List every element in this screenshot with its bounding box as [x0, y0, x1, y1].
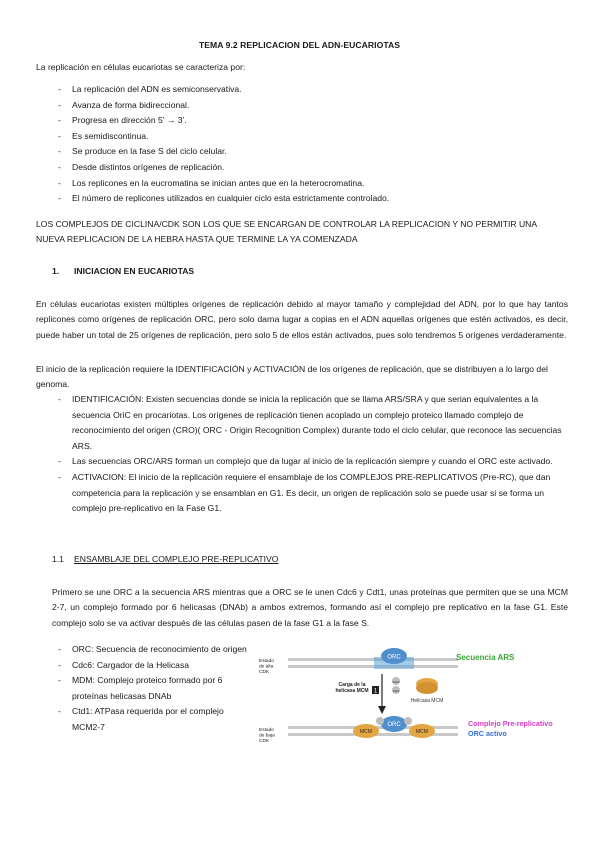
section-heading	[52, 266, 194, 276]
subsection-title: ENSAMBLAJE DEL COMPLEJO PRE-REPLICATIVO	[74, 554, 279, 564]
list-item: - La replicación del ADN es semiconservativa.	[36, 82, 576, 98]
list-item: - ORC: Secuencia de reconocimiento de origen	[36, 642, 251, 658]
list-item: - El número de replicones utilizados en cualquier ciclo esta estrictamente controlado.	[36, 191, 576, 207]
low-cdk-label: de baja	[259, 733, 275, 739]
cyclin-cdk-paragraph: LOS COMPLEJOS DE CICLINA/CDK SON LOS QUE SE ENCARGAN DE CONTROLAR LA REPLICACION Y NO PERMITIR UNA NUEVA REPLICACION DE LA HEBRA HASTA QUE TERMINE LA YA COMENZADA	[36, 218, 537, 245]
list-item: - Los replicones en la eucromatina se inician antes que en la heterocromatina.	[36, 176, 576, 192]
paragraph: Primero se une ORC a la secuencia ARS mientras que a ORC se le unen Cdc6 y Cdt1, unas proteínas que permiten que se una MCM 2-7, un complejo formado por 6 helicasas (DNAb) a ambos extremos, formando así el complejo pre replicativo en la fase G1. Este complejo solo se va activar después de las células pasen de la fase G1 a la fase S.	[52, 586, 568, 628]
list-item: - Ctd1: ATPasa requerida por el complejo MCM2-7	[36, 704, 251, 735]
helicasa-mcm-icon	[416, 678, 438, 694]
list-item: - IDENTIFICACIÓN: Existen secuencias donde se inicia la replicación que se llama ARS/SRA y que serian equivalentes a la secuencia OriC en procariotas. Los orígenes de replicación tienen acoplado un complejo proteico llamado complejo de reconocimiento del origen (CRO)( ORC - Origin Recognition Complex) durante todo el ciclo celular, que reconoce las secuencias ARS.	[36, 392, 568, 454]
orc-upper-label: ORC	[387, 654, 401, 661]
pre-replicative-complex-diagram	[256, 644, 576, 754]
helicasa-mcm-label: Helicasa MCM	[410, 698, 444, 704]
low-cdk-label: CDK	[259, 739, 270, 744]
prerc-caption: Complejo Pre-replicativo	[468, 719, 553, 728]
paragraph: El inicio de la replicación requiere la IDENTIFICACIÓN y ACTIVACIÓN de los orígenes de replicación, que se distribuyen a lo largo del genoma.	[36, 363, 548, 390]
high-cdk-label: Estado	[259, 659, 274, 664]
orc-active-caption: ORC activo	[468, 729, 507, 738]
list-item: - ACTIVACION: El inicio de la replicación requiere el ensamblaje de los COMPLEJOS PRE-REPLICATIVOS (Pre-RC), que dan competencia para la replicación y se ensamblan en G1. Es decir, un origen de replicación solo se puede usar si se forma un complejo pre-replicativo en la Fase G1.	[36, 470, 568, 517]
step-number: 1	[373, 688, 378, 695]
loading-label-line1: Carga de la	[338, 682, 366, 688]
low-cdk-label: Estado	[259, 728, 274, 733]
section-number: 1.	[52, 266, 60, 276]
subsection-number: 1.1	[52, 554, 64, 564]
list-item: - MDM: Complejo proteico formado por 6 proteínas helicasas DNAb	[36, 673, 251, 704]
list-item: - Desde distintos orígenes de replicación.	[36, 160, 576, 176]
ars-caption: Secuencia ARS	[456, 653, 515, 662]
intro-text: La replicación en células eucariotas se caracteriza por:	[36, 62, 246, 72]
upper-dna-strand	[288, 654, 458, 669]
paragraph: En células eucariotas existen múltiples orígenes de replicación debido al mayor tamaño y complejidad del ADN, por lo que hay tantos replicones como orígenes de replicación ORC, pero solo darna lugar a copias en el ADN aquellas orígenes que estén activados, es decir, puede haber un total de 25 orígenes de replicación, pero solo 5 de ellos están activados, pues solo tendremos 5 orígenes verdaderamente.	[36, 298, 568, 340]
subsection-heading	[52, 554, 278, 564]
definitions-list	[36, 642, 251, 736]
orc-lower-label: ORC	[387, 722, 401, 728]
list-item: - Se produce en la fase S del ciclo celular.	[36, 144, 576, 160]
section-title: INICIACION EN EUCARIOTAS	[74, 266, 195, 276]
list-item: - Progresa en dirección 5’ → 3’.	[36, 113, 576, 129]
mcm-right-label: MCM	[416, 729, 428, 735]
mcm-left-label: MCM	[360, 729, 372, 735]
loading-label-line2: helicasa MCM	[335, 688, 369, 694]
high-cdk-label: CDK	[259, 670, 270, 675]
cdc6-label: Cdc6	[392, 679, 400, 684]
page-title: TEMA 9.2 REPLICACION DEL ADN-EUCARIOTAS	[198, 40, 401, 50]
list-item: - Es semidiscontinua.	[36, 129, 576, 145]
features-list	[36, 82, 576, 207]
list-item: - Cdc6: Cargador de la Helicasa	[36, 658, 251, 674]
down-arrow-icon	[378, 674, 386, 714]
list-item: - Avanza de forma bidireccional.	[36, 98, 576, 114]
high-cdk-label: de alta	[259, 664, 274, 670]
list-item-continuation: - Las secuencias ORC/ARS forman un complejo que da lugar al inicio de la replicación siempre y cuando el ORC este activado.	[36, 454, 568, 470]
cdt1-label: Cdt1	[392, 688, 400, 693]
origin-steps-list	[36, 392, 568, 517]
